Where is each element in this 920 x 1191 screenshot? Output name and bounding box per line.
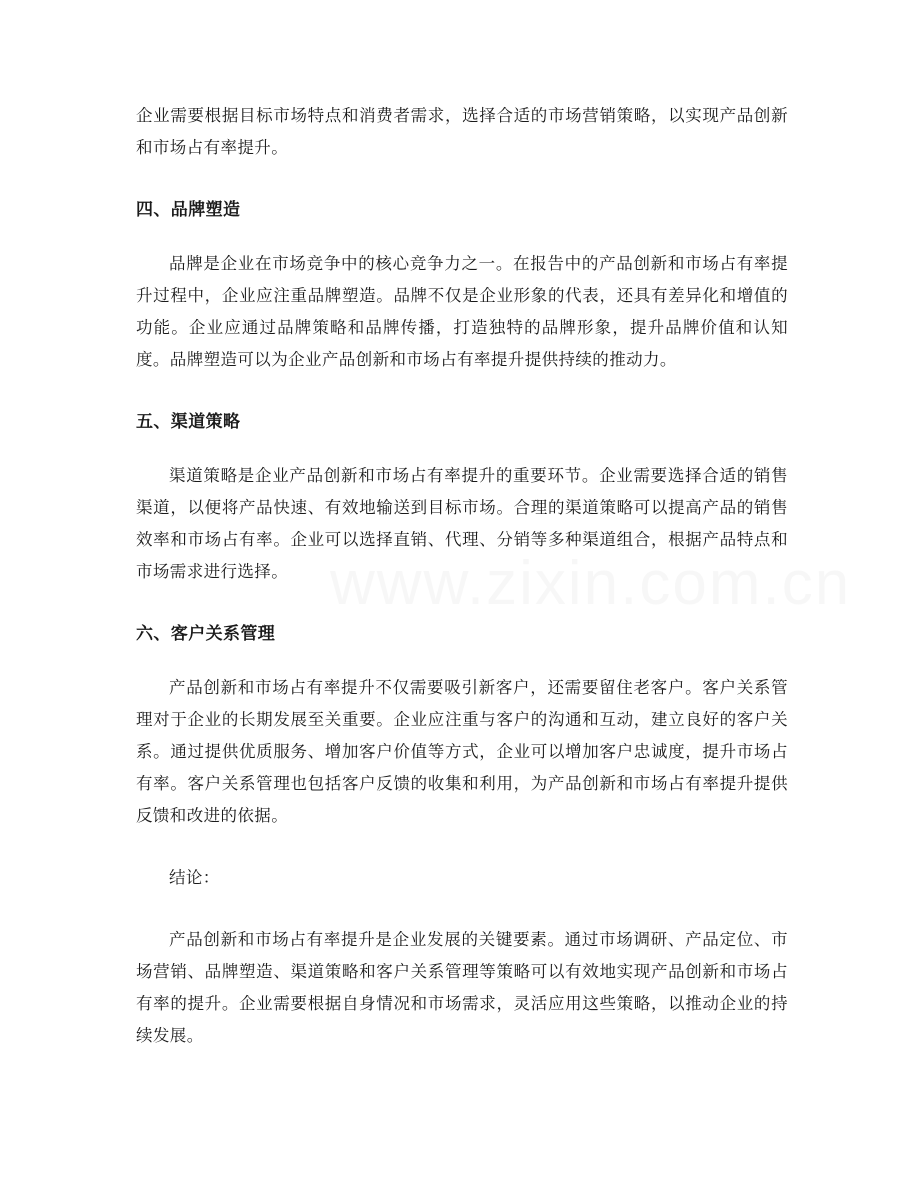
section-body-brand: 品牌是企业在市场竞争中的核心竞争力之一。在报告中的产品创新和市场占有率提升过程中，企业应注重品牌塑造。品牌不仅是企业形象的代表，还具有差异化和增值的功能。企业应通过品牌策略和品牌传播，打造独特的品牌形象，提升品牌价值和认知度。品牌塑造可以为企业产品创新和市场占有率提升提供持续的推动力。 bbox=[136, 254, 788, 369]
section-heading-crm: 六、客户关系管理 bbox=[136, 624, 276, 644]
intro-paragraph: 企业需要根据目标市场特点和消费者需求，选择合适的市场营销策略，以实现产品创新和市场占有率提升。 bbox=[136, 106, 788, 157]
section-body-channel: 渠道策略是企业产品创新和市场占有率提升的重要环节。企业需要选择合适的销售渠道，以便将产品快速、有效地输送到目标市场。合理的渠道策略可以提高产品的销售效率和市场占有率。企业可以选择直销、代理、分销等多种渠道组合，根据产品特点和市场需求进行选择。 bbox=[136, 466, 788, 581]
conclusion-body: 产品创新和市场占有率提升是企业发展的关键要素。通过市场调研、产品定位、市场营销、品牌塑造、渠道策略和客户关系管理等策略可以有效地实现产品创新和市场占有率的提升。企业需要根据自身情况和市场需求，灵活应用这些策略，以推动企业的持续发展。 bbox=[136, 930, 788, 1045]
document-content bbox=[136, 100, 788, 1052]
watermark: www.zixin.com.cn bbox=[330, 549, 852, 618]
conclusion-label: 结论： bbox=[169, 868, 220, 887]
section-heading-brand: 四、品牌塑造 bbox=[136, 200, 241, 220]
section-heading-channel: 五、渠道策略 bbox=[136, 412, 241, 432]
section-body-crm: 产品创新和市场占有率提升不仅需要吸引新客户，还需要留住老客户。客户关系管理对于企业的长期发展至关重要。企业应注重与客户的沟通和互动，建立良好的客户关系。通过提供优质服务、增加客户价值等方式，企业可以增加客户忠诚度，提升市场占有率。客户关系管理也包括客户反馈的收集和利用，为产品创新和市场占有率提升提供反馈和改进的依据。 bbox=[136, 678, 788, 825]
